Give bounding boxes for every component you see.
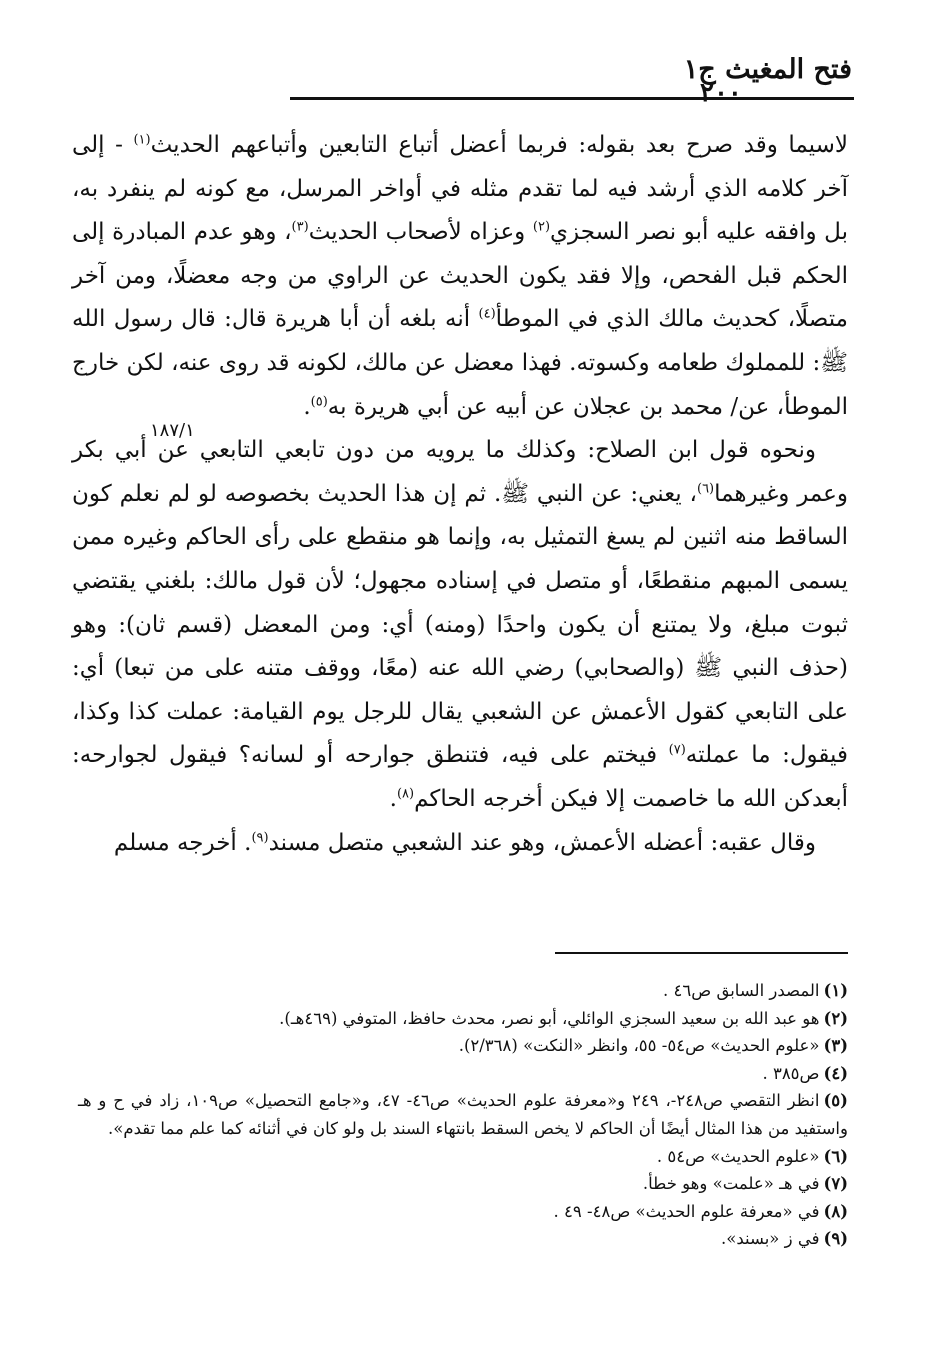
text-segment: وعزاه لأصحاب الحديث	[308, 219, 533, 246]
text-segment: لاسيما وقد صرح بعد بقوله: فربما أعضل أتباع التابعين وأتباعهم الحديث	[150, 132, 848, 158]
footnote-number: (٨)	[823, 1201, 848, 1221]
footnote-reference: (٦)	[696, 481, 715, 497]
footnote-text: «علوم الحديث» ص٥٤ .	[656, 1146, 820, 1166]
footnote-number: (٥)	[823, 1091, 848, 1111]
footnote-item	[78, 1143, 848, 1171]
footnote-text: في «معرفة علوم الحديث» ص٤٨- ٤٩ .	[553, 1201, 820, 1221]
footnote-text: في ز «بسند».	[721, 1229, 820, 1249]
footnote-text: ص٣٨٥ .	[762, 1063, 820, 1083]
header-rule	[290, 97, 854, 100]
footnote-reference: (٣)	[291, 219, 309, 235]
footnote-reference: (١)	[133, 132, 151, 148]
footnote-reference: (٨)	[396, 786, 415, 802]
text-segment: وقال عقبه: أعضله الأعمش، وهو عند الشعبي متصل مسند	[268, 829, 816, 856]
running-header-title: فتح المغيث ج١	[683, 54, 852, 85]
footnote-separator	[555, 952, 848, 954]
footnote-item	[78, 1170, 848, 1198]
paragraph	[72, 124, 848, 429]
footnote-number: (٢)	[823, 1008, 848, 1028]
footnote-item	[78, 1060, 848, 1088]
footnote-item	[78, 1087, 848, 1142]
main-text	[72, 124, 848, 865]
margin-manuscript-folio: ١٨٧/١	[150, 420, 195, 441]
footnote-number: (٦)	[823, 1146, 848, 1166]
footnote-reference: (٩)	[251, 829, 269, 845]
footnote-reference: (٢)	[532, 219, 551, 235]
footnote-number: (٤)	[823, 1063, 848, 1083]
footnote-number: (٧)	[823, 1174, 848, 1194]
footnote-item	[78, 1032, 848, 1060]
page-number: ٢٠٠	[700, 78, 742, 108]
text-segment: فيختم على فيه، فتنطق جوارحه أو لسانه؟ فيقول لجوارحه: أبعدكن الله ما خاصمت إلا فيكن أخرجه الحاكم	[72, 742, 848, 812]
footnote-text: هو عبد الله بن سعيد السجزي الوائلي، أبو نصر، محدث حافظ، المتوفي (٤٦٩هـ).	[279, 1008, 820, 1028]
footnote-text: المصدر السابق ص٤٦ .	[663, 981, 820, 1000]
footnote-text: «علوم الحديث» ص٥٤- ٥٥، وانظر «النكت» (٢/٣٦٨).	[458, 1036, 820, 1056]
text-segment: .	[389, 785, 397, 812]
text-segment: . أخرجه مسلم	[113, 829, 252, 856]
footnote-item	[78, 977, 848, 1005]
footnote-number: (١)	[823, 981, 848, 1000]
text-segment: ، وهو عدم المبادرة إلى الحكم قبل الفحص، وإلا فقد يكون الحديث عن الراوي من وجه معضلًا، ومن آخر متصلًا، كحديث مالك الذي في الموطأ	[72, 219, 848, 333]
footnote-reference: (٥)	[310, 393, 328, 409]
footnote-item	[78, 1225, 848, 1253]
footnote-number: (٩)	[823, 1229, 848, 1249]
footnote-item	[78, 1005, 848, 1033]
footnote-number: (٣)	[823, 1036, 848, 1056]
footnote-text: في هـ «علمت» وهو خطأ.	[642, 1174, 820, 1194]
header-rule-short	[776, 97, 838, 100]
footnote-item	[78, 1198, 848, 1226]
text-segment: ونحوه قول ابن الصلاح: وكذلك ما يرويه من دون تابعي التابعي عن أبي بكر وعمر وغيرهما	[72, 437, 849, 507]
footnotes	[78, 977, 848, 1253]
footnote-reference: (٧)	[668, 742, 686, 758]
footnote-text: انظر التقصي ص٢٤٨-، ٢٤٩ و«معرفة علوم الحديث» ص٤٦- ٤٧، و«جامع التحصيل» ص١٠٩، زاد في ح و هـ واستفيد من هذا المثال أيضًا أن الحاكم لا يخص السقط بانتهاء السند بل ولو كان في أثنائه كما علم مما تقدم».	[78, 1091, 848, 1138]
text-segment: .	[303, 393, 311, 420]
footnote-reference: (٤)	[478, 306, 496, 322]
text-segment: ، يعني: عن النبي ﷺ. ثم إن هذا الحديث بخصوصه لو لم نعلم كون الساقط منه اثنين لم يسغ التمثيل به، وإنما هو منقطع على رأى الحاكم وغيره ممن يسمى المبهم منقطعًا، أو متصل في إسناده مجهول؛ لأن قول مالك: بلغني يقتضي ثبوت مبلغ، ولا يمتنع أن يكون واحدًا (ومنه) أي: ومن المعضل (قسم ثان): وهو (حذف النبي ﷺ (والصحابي) رضي الله عنه (معًا، ووقف متنه على من تبعا) أي: على التابعي كقول الأعمش عن الشعبي يقال للرجل يوم القيامة: عملت كذا وكذا، فيقول: ما عملته	[72, 480, 848, 769]
text-segment: - إلى آخر كلامه الذي أرشد فيه لما تقدم مثله في أواخر المرسل، مع كونه لم ينفرد به، بل وافقه عليه أبو نصر السجزي	[72, 132, 849, 246]
paragraph	[72, 822, 848, 866]
text-segment: أنه بلغه أن أبا هريرة قال: قال رسول الله ﷺ: للمملوك طعامه وكسوته. فهذا معضل عن مالك، لكونه قد روى عنه، لكن خارج الموطأ، عن/ محمد بن عجلان عن أبيه عن أبي هريرة به	[72, 306, 848, 420]
paragraph	[72, 429, 848, 821]
